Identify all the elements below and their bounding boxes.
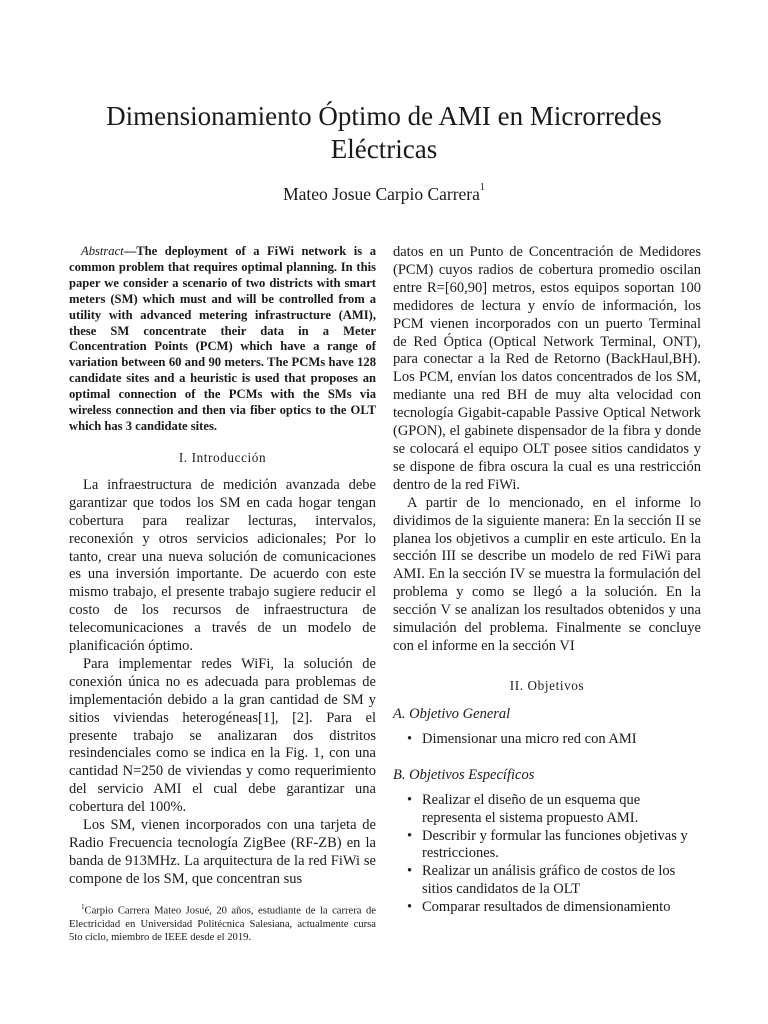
section-heading-introduccion: I. Introducción: [178, 449, 267, 465]
intro-paragraph-4: A partir de lo mencionado, en el informe lo dividimos de la siguiente manera: En la sección II se planea los objetivos a cumplir en este articulo. En la sección III se describe un modelo de red FiWi para AMI. En la sección IV se muestra la formulación del problema y como se llegó a la solución. En la sección V se analizan los resultados obtenidos y una simulación del problema. Finalmente se concluye con el informe en la sección VI: [393, 494, 701, 654]
bullet-icon: •: [407, 899, 413, 916]
list-item: • Describir y formular las funciones objetivas y restricciones.: [407, 827, 688, 862]
abstract-text: The deployment of a FiWi network is a common problem that requires optimal planning. In this paper we consider a scenario of two districts with smart meters (SM) which must and will be controlled from a utility with advanced metering infrastructure (AMI), these SM concentrate their data in a Meter Concentration Points (PCM) which have a range of variation between 60 and 90 meters. The PCMs have 128 candidate sites and a heuristic is used that proposes an optimal connection of the PCMs with the SMs via wireless connection and then via fiber optics to the OLT which has 3 candidate sites.: [69, 244, 376, 433]
abstract: [69, 244, 376, 435]
intro-paragraph-3-continued: datos en un Punto de Concentración de Medidores (PCM) cuyos radios de cobertura promedio oscilan entre R=[60,90] metros, estos equipos soportan 100 medidores de lectura y envío de información, los PCM vienen incorporados con un puerto Terminal de Red Óptica (Optical Network Terminal, ONT), para conectar a la Red de Retorno (BackHaul,BH). Los PCM, envían los datos concentrados de los SM, mediante una red BH de muy alta velocidad con tecnología Gigabit-capable Passive Optical Network (GPON), el gabinete dispensador de la fibra y donde se colocará el equipo OLT posee sitios candidatos y se dispone de fibra oscura la cual es una restricción dentro de la red FiWi.: [393, 244, 701, 493]
general-objectives-list: [393, 731, 701, 749]
section-heading-objetivos: II. Objetivos: [509, 677, 585, 693]
intro-paragraph-3: Los SM, vienen incorporados con una tarjeta de Radio Frecuencia tecnología ZigBee (RF-ZB) en la banda de 913MHz. La arquitectura de la red FiWi se compone de los SM, que concentran sus: [69, 817, 376, 887]
intro-paragraph-1: La infraestructura de medición avanzada debe garantizar que todos los SM en cada hogar tengan cobertura para realizar lecturas, intervalos, reconexión y otros servicios adicionales; Por lo tanto, crear una nueva solución de comunicaciones es una inversión importante. De acuerdo con este mismo trabajo, el presente trabajo sugiere reducir el costo de los recursos de infraestructura de telecomunicaciones a través de un modelo de planificación óptimo.: [69, 476, 376, 655]
list-item: • Comparar resultados de dimensionamiento: [407, 899, 671, 916]
author-name: Mateo Josue Carpio Carrera: [283, 184, 480, 204]
bullet-icon: •: [407, 791, 413, 808]
footnote-mark: 1: [81, 902, 85, 911]
bullet-icon: •: [407, 827, 413, 844]
footnote: [69, 901, 376, 945]
footnote-text: Carpio Carrera Mateo Josué, 20 años, estudiante de la carrera de Electricidad en Universidad Politécnica Salesiana, actualmente cursa 5to ciclo, miembro de IEEE desde el 2019.: [69, 905, 376, 944]
subsection-objetivo-general: A. Objetivo General: [393, 705, 511, 722]
list-item: • Realizar el diseño de un esquema que representa el sistema propuesto AMI.: [407, 791, 641, 826]
author-line: [0, 184, 768, 205]
paper-title: Dimensionamiento Óptimo de AMI en Microrredes Eléctricas: [106, 101, 662, 164]
intro-paragraph-2: Para implementar redes WiFi, la solución de conexión única no es adecuada para problemas de implementación debido a la gran cantidad de SM y sitios viviendas heterogéneas[1], [2]. Para el presente trabajo se analizaran dos distritos resindenciales como se indica en la Fig. 1, con una cantidad N=250 de viviendas y como requerimiento del servicio AMI el cual debe garantizar una cobertura del 100%.: [69, 655, 376, 816]
list-item: • Dimensionar una micro red con AMI: [407, 730, 637, 747]
abstract-label: Abstract: [81, 244, 124, 258]
abstract-body: [69, 244, 376, 435]
specific-objectives-list: [393, 792, 701, 917]
author-footnote-mark: 1: [479, 182, 485, 193]
bullet-icon: •: [407, 730, 413, 747]
list-item: • Realizar un análisis gráfico de costos de los sitios candidatos de la OLT: [407, 863, 676, 898]
abstract-dash: —: [123, 244, 137, 258]
right-column: [393, 244, 701, 917]
left-column: [69, 244, 376, 944]
bullet-icon: •: [407, 863, 413, 880]
subsection-objetivos-especificos: B. Objetivos Específicos: [393, 766, 535, 783]
